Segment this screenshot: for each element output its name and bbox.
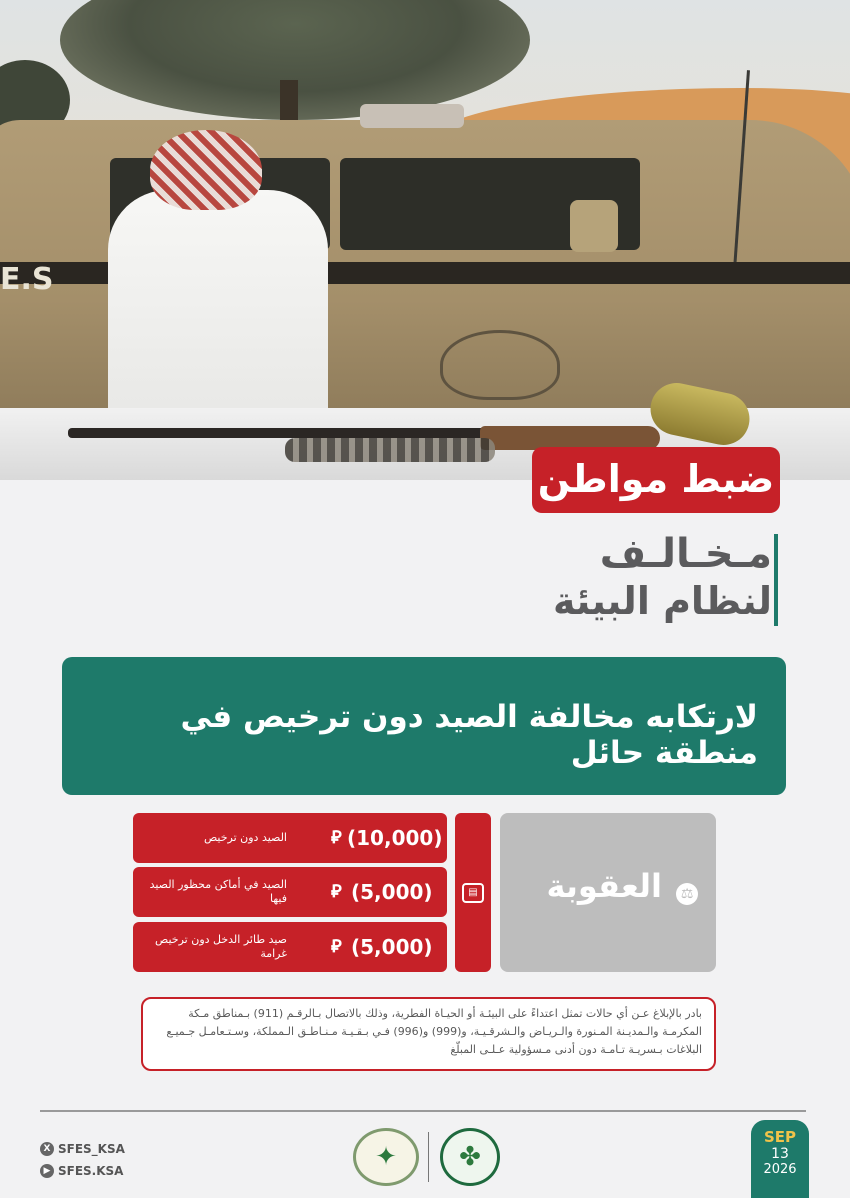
fine-row	[133, 813, 447, 863]
logo-separator	[428, 1132, 429, 1182]
title-line-2: لنظام البيئة	[552, 579, 772, 623]
fine-amount-wrap	[319, 867, 439, 917]
x-icon: X	[40, 1142, 54, 1156]
arrest-badge: ضبط مواطن	[532, 447, 780, 513]
riyal-icon: ⃁	[331, 827, 342, 848]
riyal-icon: ⃁	[331, 881, 342, 902]
title-block	[512, 530, 772, 624]
fine-row	[133, 922, 447, 972]
fine-amount: (10,000)	[347, 826, 443, 850]
person-thobe	[108, 190, 328, 420]
footer-divider	[40, 1110, 806, 1112]
fine-description: صيد طائر الدخل دون ترخيص غرامة	[155, 933, 287, 960]
gavel-icon: ⚖	[676, 883, 698, 905]
fine-amount-wrap	[319, 813, 443, 863]
vehicle-light-bar	[360, 104, 464, 128]
vehicle-mirror	[570, 200, 618, 252]
title-accent-bar	[774, 534, 778, 626]
social-handle: SFES.KSA	[58, 1164, 124, 1178]
palm-swords-icon: ✤	[459, 1142, 481, 1172]
penalty-label: العقوبة	[546, 867, 662, 905]
social-link-x[interactable]	[40, 1138, 125, 1160]
date-month: SEP	[763, 1128, 797, 1146]
person-shemagh	[150, 130, 262, 210]
hero-photo	[0, 0, 850, 480]
fine-description: الصيد في أماكن محظور الصيد فيها	[149, 878, 287, 905]
date-badge	[751, 1120, 809, 1198]
vehicle-emblem	[440, 330, 560, 400]
fine-row	[133, 867, 447, 917]
youtube-icon: ▶	[40, 1164, 54, 1178]
penalty-connector	[455, 813, 491, 972]
date-day: 13	[771, 1146, 789, 1162]
social-handles	[40, 1138, 125, 1182]
title-line-1: مـخـالـف	[599, 531, 772, 577]
vehicle-lettering: E.S	[0, 262, 54, 297]
fine-amount: (5,000)	[351, 880, 433, 904]
confiscated-birds	[285, 438, 495, 462]
penalty-box	[500, 813, 716, 972]
social-handle: SFES_KSA	[58, 1142, 125, 1156]
ministry-logo	[440, 1128, 500, 1186]
money-icon: ▤	[462, 883, 484, 903]
violation-banner: لارتكابه مخالفة الصيد دون ترخيص في منطقة حائل	[62, 657, 786, 795]
riyal-icon: ⃁	[331, 936, 342, 957]
sfes-logo	[353, 1128, 419, 1186]
fine-amount-wrap	[319, 922, 439, 972]
palm-swords-icon: ✦	[375, 1142, 397, 1172]
fine-description: الصيد دون ترخيص	[203, 831, 287, 844]
date-year: 2026	[763, 1162, 797, 1177]
fine-amount: (5,000)	[351, 935, 433, 959]
reporting-notice: بادر بالإبلاغ عـن أي حالات تمثل اعتداءً على البيئـة أو الحيـاة الفطرية، وذلك بالاتصال بـالرقـم (911) بـمناطق مـكة المكرمـة والـمديـنة المـنورة والـريـاض والـشرقـيـة، و(999) و(996) فـي بـقـيـة مـنـاطـق الـمملكة، وسـتـعامـل جـميـع البلاغات بـسريـة تـامـة دون أدنى مـسؤولية عـلـى المبلّغ	[141, 997, 716, 1071]
social-link-youtube[interactable]	[40, 1160, 125, 1182]
